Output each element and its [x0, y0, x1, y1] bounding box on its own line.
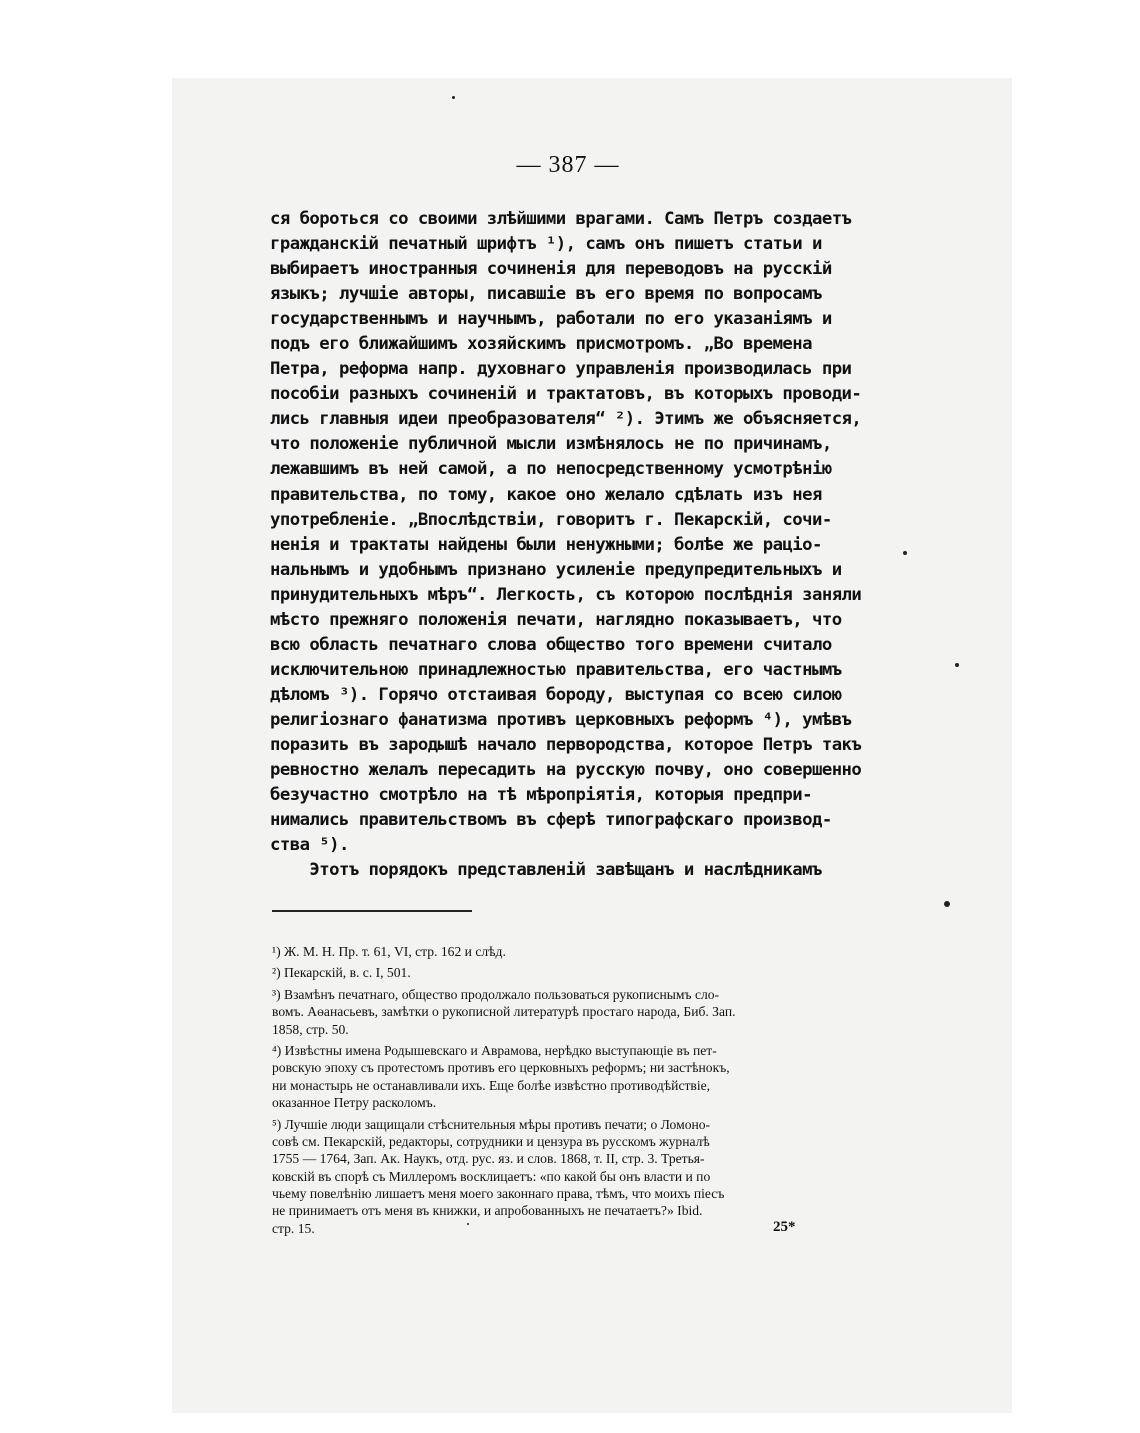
text-line: государственнымъ и научнымъ, работали по его указаніямъ и — [270, 309, 832, 330]
text-line: мѣсто прежняго положенія печати, наглядно показываетъ, что — [270, 609, 842, 630]
text-line: что положеніе публичной мысли измѣнялось не по причинамъ, — [270, 434, 832, 455]
text-line: ства ⁵). — [270, 835, 349, 856]
text-line: принудительныхъ мѣръ“. Легкость, съ которою послѣднія заняли — [270, 584, 862, 605]
footnote-line: ²) Пекарскій, в. с. I, 501. — [272, 965, 411, 981]
text-line: выбираетъ иностранныя сочиненія для переводовъ на русскій — [270, 259, 832, 280]
scan-speck — [467, 1223, 469, 1225]
scan-speck — [944, 901, 950, 907]
footnote-line: ³) Взамѣнъ печатнаго, общество продолжало пользоваться рукописнымъ сло- — [272, 986, 720, 1002]
footnotes — [272, 943, 882, 1237]
footnote-line: ⁵) Лучшіе люди защищали стѣснительныя мѣры противъ печати; о Ломоно- — [272, 1116, 711, 1132]
text-line: правительства, по тому, какое оно желало сдѣлать изъ нея — [270, 484, 822, 505]
text-line: Этотъ порядокъ представленій завѣщанъ и наслѣдникамъ — [270, 860, 822, 881]
text-line: ся бороться со своими злѣйшими врагами. Самъ Петръ создаетъ — [270, 209, 852, 229]
footnote-line: ⁴) Извѣстны имена Родышевскаго и Аврамова, нерѣдко выступающіе въ пет- — [272, 1042, 717, 1058]
scan-speck — [955, 663, 959, 667]
footnote-line: ровскую эпоху съ протестомъ противъ его церковныхъ реформъ; ни застѣнокъ, — [272, 1060, 730, 1076]
text-line: поразить въ зародышѣ начало первородства, которое Петръ такъ — [270, 734, 862, 755]
text-line: безучастно смотрѣло на тѣ мѣропріятія, которыя предпри- — [270, 785, 812, 806]
footnote-line: стр. 15. — [272, 1220, 315, 1236]
text-line: языкъ; лучшіе авторы, писавшіе въ его время по вопросамъ — [270, 284, 822, 305]
footnote-line: оказанное Петру расколомъ. — [272, 1095, 437, 1111]
footnote-line: ¹) Ж. М. Н. Пр. т. 61, VI, стр. 162 и слѣд. — [272, 944, 506, 959]
text-line: пособіи разныхъ сочиненій и трактатовъ, въ которыхъ проводи- — [270, 384, 862, 405]
text-line: употребленіе. „Впослѣдствіи, говоритъ г. Пекарскій, сочи- — [270, 509, 832, 530]
text-line: ненія и трактаты найдены были ненужными; болѣе же раціо- — [270, 534, 822, 555]
signature-mark: 25* — [773, 1219, 796, 1235]
footnote-line: 1755 — 1764, Зап. Ак. Наукъ, отд. рус. яз. и слов. 1868, т. II, стр. 3. Третья- — [272, 1151, 705, 1167]
scan-speck — [452, 96, 455, 99]
text-line: исключительною принадлежностью правительства, его частнымъ — [270, 659, 842, 680]
text-line: нальнымъ и удобнымъ признано усиленіе предупредительныхъ и — [270, 559, 842, 580]
text-line: гражданскій печатный шрифтъ ¹), самъ онъ пишетъ статьи и — [270, 234, 822, 255]
footnote-line: совѣ см. Пекарскій, редакторы, сотрудники и цензура въ русскомъ журналѣ — [272, 1133, 710, 1149]
footnote-line: не принимаетъ отъ меня въ книжки, и апробованныхъ не печатаетъ?» Ibid. — [272, 1203, 703, 1219]
footnote-line: 1858, стр. 50. — [272, 1021, 349, 1037]
text-line: подъ его ближайшимъ хозяйскимъ присмотромъ. „Во времена — [270, 334, 812, 355]
text-line: религіознаго фанатизма противъ церковныхъ реформъ ⁴), умѣвъ — [270, 709, 852, 730]
text-line: всю область печатнаго слова общество того времени считало — [270, 634, 832, 655]
scan-speck — [903, 551, 907, 555]
footnote-line: ковскій въ спорѣ съ Миллеромъ восклицаетъ: «по какой бы онъ власти и по — [272, 1168, 711, 1184]
text-line: ревностно желалъ пересадить на русскую почву, оно совершенно — [270, 760, 862, 781]
text-line: нимались правительствомъ въ сферѣ типографскаго производ- — [270, 810, 832, 831]
page-number: — 387 — — [516, 152, 620, 178]
footnote-line: вомъ. Аѳанасьевъ, замѣтки о рукописной литературѣ простаго народа, Биб. Зап. — [272, 1004, 736, 1020]
text-line: лись главныя идеи преобразователя“ ²). Этимъ же объясняется, — [270, 409, 862, 430]
footnote-line: ни монастырь не останавливали ихъ. Еще болѣе извѣстно противодѣйствіе, — [272, 1077, 711, 1093]
footnote-divider — [272, 910, 472, 912]
main-text — [270, 207, 870, 883]
text-line: Петра, реформа напр. духовнаго управленія производилась при — [270, 359, 852, 380]
footnote-line: чьему повелѣнію лишаетъ меня моего законнаго права, тѣмъ, что моихъ пiесъ — [272, 1186, 725, 1202]
text-line: лежавшимъ въ ней самой, а по непосредственному усмотрѣнію — [270, 459, 832, 480]
text-line: дѣломъ ³). Горячо отстаивая бороду, выступая со всею силою — [270, 684, 842, 705]
